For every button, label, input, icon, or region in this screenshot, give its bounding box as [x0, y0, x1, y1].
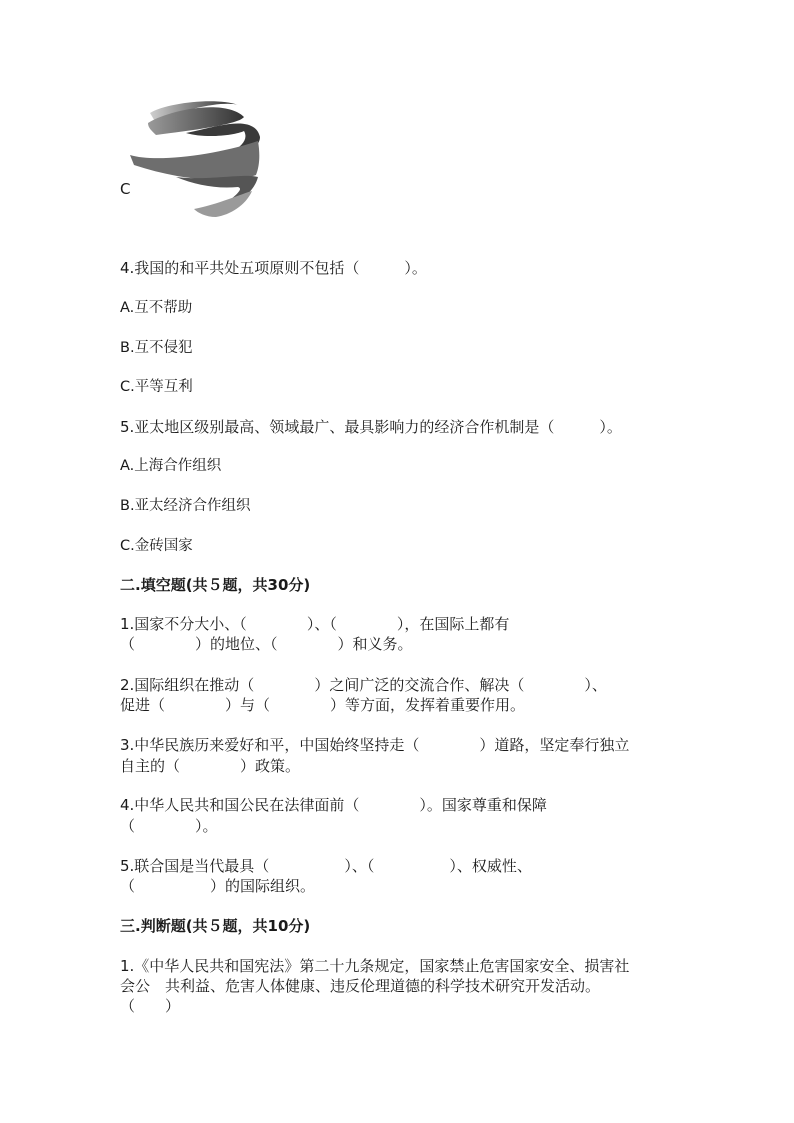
question-5-option-c: C.金砖国家: [120, 538, 193, 554]
question-4-option-a: A.互不帮助: [120, 300, 193, 316]
question-4-option-b: B.互不侵犯: [120, 340, 193, 356]
wto-logo-icon: [126, 95, 266, 220]
fill-blank-5-line-1: 5.联合国是当代最具（ ）、（ ）、权威性、: [120, 857, 532, 875]
option-letter: C: [120, 180, 131, 198]
section-2-heading: 二.填空题(共５题，共30分): [120, 576, 311, 594]
true-false-1-answer-blank: （ ）: [120, 997, 181, 1015]
fill-blank-1-line-1: 1.国家不分大小、（ ）、（ ），在国际上都有: [120, 615, 510, 633]
fill-blank-2-line-2: 促进（ ）与（ ）等方面，发挥着重要作用。: [120, 696, 526, 714]
true-false-1-line-1: 1.《中华人民共和国宪法》第二十九条规定，国家禁止危害国家安全、损害社: [120, 957, 630, 975]
section-3-heading: 三.判断题(共５题，共10分): [120, 917, 311, 935]
option-c-image: [120, 95, 270, 220]
true-false-1-line-2: 会公 共利益、危害人体健康、违反伦理道德的科学技术研究开发活动。: [120, 977, 601, 995]
question-5-option-a: A.上海合作组织: [120, 458, 222, 474]
question-5-option-b: B.亚太经济合作组织: [120, 498, 251, 514]
question-4-stem: 4.我国的和平共处五项原则不包括（ ）。: [120, 259, 427, 277]
question-5-stem: 5.亚太地区级别最高、领域最广、最具影响力的经济合作机制是（ ）。: [120, 418, 622, 436]
fill-blank-5-line-2: （ ）的国际组织。: [120, 877, 316, 895]
question-4-option-c: C.平等互利: [120, 379, 193, 395]
fill-blank-4-line-1: 4.中华人民共和国公民在法律面前（ ）。国家尊重和保障: [120, 796, 547, 814]
fill-blank-1-line-2: （ ）的地位、（ ）和义务。: [120, 635, 413, 653]
fill-blank-2-line-1: 2.国际组织在推动（ ）之间广泛的交流合作、解决（ ）、: [120, 676, 607, 694]
fill-blank-3-line-2: 自主的（ ）政策。: [120, 757, 301, 775]
fill-blank-4-line-2: （ ）。: [120, 817, 218, 835]
fill-blank-3-line-1: 3.中华民族历来爱好和平，中国始终坚持走（ ）道路，坚定奉行独立: [120, 736, 630, 754]
